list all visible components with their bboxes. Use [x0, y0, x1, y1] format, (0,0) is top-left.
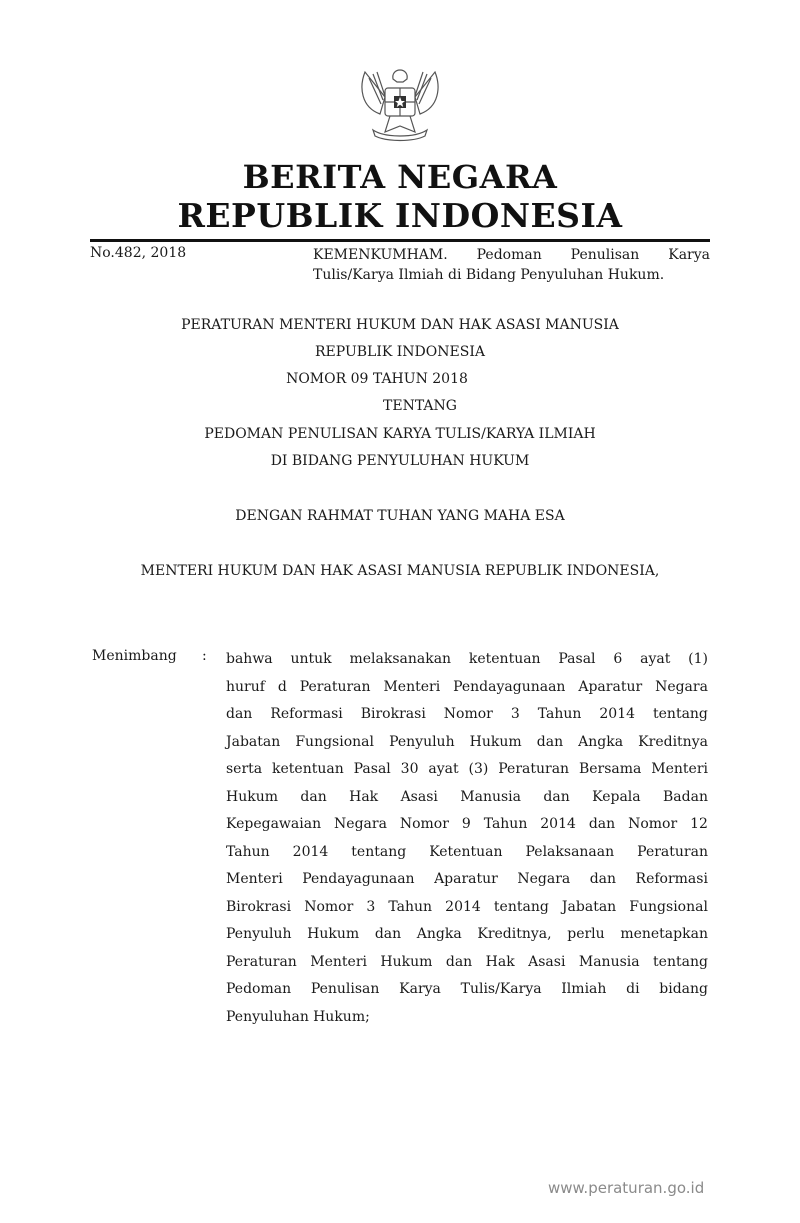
menimbang-line [226, 1004, 708, 1032]
word: 12 [690, 816, 708, 832]
subject-line2: Tulis/Karya Ilmiah di Bidang Penyuluhan Hukum. [313, 267, 665, 283]
word: Menteri [310, 953, 367, 970]
menimbang-line [226, 949, 708, 977]
menimbang-line [226, 811, 708, 839]
word: Angka [578, 733, 624, 750]
word: dan [300, 788, 327, 805]
word: ketentuan [468, 651, 541, 667]
gazette-number: No.482, 2018 [90, 245, 187, 261]
word: Manusia [460, 788, 521, 805]
word: dan [445, 953, 473, 970]
word: Menteri [226, 871, 283, 887]
word: Tahun [537, 706, 582, 722]
word: Pendayagunaan [453, 678, 566, 695]
gazette-title-line1: BERITA NEGARA [242, 158, 558, 196]
word: Fungsional [295, 733, 374, 750]
word: Negara [655, 678, 708, 695]
word: ayat [640, 651, 671, 667]
word: Birokrasi [226, 898, 292, 915]
menimbang-line [226, 839, 708, 867]
word: Peraturan [299, 678, 371, 695]
word: Ilmiah [561, 981, 607, 997]
word: Pelaksanaan [525, 843, 615, 860]
word: Hukum; [313, 1008, 370, 1025]
word: Hukum [469, 733, 522, 750]
word: melaksanakan [349, 651, 452, 667]
word: Ketentuan [429, 843, 503, 860]
menimbang-line [226, 784, 708, 812]
word: Fungsional [629, 898, 708, 915]
word: dan [374, 926, 402, 942]
menimbang-line [226, 729, 708, 757]
word: dan [536, 733, 564, 750]
word: bahwa [226, 651, 273, 667]
word: Negara [334, 816, 387, 832]
word: Menteri [651, 761, 708, 777]
regulation-country: REPUBLIK INDONESIA [315, 344, 485, 360]
word: 3 [366, 898, 376, 915]
word: serta [226, 761, 263, 777]
word: Peraturan [637, 843, 708, 860]
word: Penyuluhan [226, 1008, 309, 1025]
word: dan [543, 788, 570, 805]
word: Aparatur [578, 678, 643, 695]
word: menetapkan [620, 926, 708, 942]
word: Pasal [558, 651, 596, 667]
word: Tulis/Karya [460, 981, 542, 997]
word: dan [589, 871, 617, 887]
word: Tahun [388, 898, 433, 915]
word: Nomor [399, 816, 449, 832]
word: Peraturan [226, 953, 297, 970]
menimbang-line [226, 646, 708, 674]
word: Nomor [443, 706, 493, 722]
menimbang-line [226, 701, 708, 729]
word: dan [226, 706, 253, 722]
word: Kreditnya [638, 733, 708, 750]
menimbang-colon: : [202, 648, 207, 664]
word: tentang [653, 953, 708, 970]
word: 9 [461, 816, 471, 832]
word: Tahun [226, 843, 270, 860]
word: Angka [416, 926, 462, 942]
word: Kepala [592, 788, 641, 805]
word: Nomor [304, 898, 354, 915]
word: Menteri [383, 678, 441, 695]
word: Penyuluh [226, 926, 292, 942]
gazette-subject [313, 245, 710, 285]
word: Reformasi [635, 871, 708, 887]
regulation-subject-line1: PEDOMAN PENULISAN KARYA TULIS/KARYA ILMIAH [204, 426, 596, 442]
subject-word: Penulisan [570, 247, 640, 263]
word: Aparatur [434, 871, 498, 887]
word: perlu [567, 926, 605, 942]
word: Jabatan [226, 733, 281, 750]
regulation-title: PERATURAN MENTERI HUKUM DAN HAK ASASI MANUSIA [181, 317, 619, 333]
subject-word: Pedoman [476, 247, 542, 263]
word: (3) [468, 761, 489, 777]
word: Birokrasi [360, 706, 426, 722]
word: d [277, 678, 287, 695]
menimbang-line [226, 976, 708, 1004]
word: Badan [663, 788, 708, 805]
word: Reformasi [270, 706, 343, 722]
word: Asasi [400, 788, 438, 805]
word: Negara [517, 871, 571, 887]
word: Hukum [380, 953, 433, 970]
word: 30 [400, 761, 419, 777]
word: Peraturan [498, 761, 570, 777]
word: Bersama [578, 761, 642, 777]
menimbang-line [226, 674, 708, 702]
word: Pasal [353, 761, 391, 777]
header-divider [90, 239, 710, 242]
word: 2014 [540, 816, 576, 832]
word: Hak [349, 788, 379, 805]
word: 2014 [599, 706, 636, 722]
regulation-tentang: TENTANG [383, 398, 457, 414]
menimbang-line [226, 866, 708, 894]
regulation-subject-line2: DI BIDANG PENYULUHAN HUKUM [270, 453, 530, 469]
word: (1) [688, 651, 708, 667]
word: Tahun [483, 816, 528, 832]
word: Hak [485, 953, 515, 970]
subject-word: KEMENKUMHAM. [313, 247, 448, 263]
word: Penyuluh [389, 733, 455, 750]
word: dan [588, 816, 616, 832]
word: Kreditnya, [477, 926, 552, 942]
authority: MENTERI HUKUM DAN HAK ASASI MANUSIA REPUBLIK INDONESIA, [140, 563, 660, 579]
word: Karya [399, 981, 441, 997]
gazette-title-line2: REPUBLIK INDONESIA [177, 196, 623, 235]
word: untuk [290, 651, 332, 667]
word: Manusia [578, 953, 640, 970]
word: Asasi [528, 953, 566, 970]
word: ketentuan [272, 761, 344, 777]
word: tentang [653, 706, 708, 722]
invocation: DENGAN RAHMAT TUHAN YANG MAHA ESA [235, 508, 565, 524]
word: 6 [613, 651, 623, 667]
word: di [626, 981, 640, 997]
menimbang-body [226, 646, 708, 1031]
word: bidang [659, 981, 708, 997]
word: ayat [428, 761, 459, 777]
garuda-emblem-icon [345, 52, 455, 152]
regulation-number: NOMOR 09 TAHUN 2018 [286, 371, 468, 387]
word: tentang [351, 843, 407, 860]
footer-url: www.peraturan.go.id [548, 1179, 705, 1197]
word: Hukum [307, 926, 360, 942]
word: Nomor [628, 816, 678, 832]
word: Pedoman [226, 981, 292, 997]
menimbang-line [226, 756, 708, 784]
word: Pendayagunaan [302, 871, 415, 887]
word: 3 [510, 706, 520, 722]
word: huruf [226, 678, 265, 695]
subject-word: Karya [668, 247, 710, 263]
menimbang-label: Menimbang [92, 648, 177, 664]
word: tentang [493, 898, 549, 915]
word: Penulisan [310, 981, 380, 997]
word: 2014 [292, 843, 329, 860]
word: Kepegawaian [226, 816, 322, 832]
word: Jabatan [561, 898, 617, 915]
menimbang-line [226, 921, 708, 949]
word: 2014 [445, 898, 481, 915]
word: Hukum [226, 788, 279, 805]
menimbang-line [226, 894, 708, 922]
